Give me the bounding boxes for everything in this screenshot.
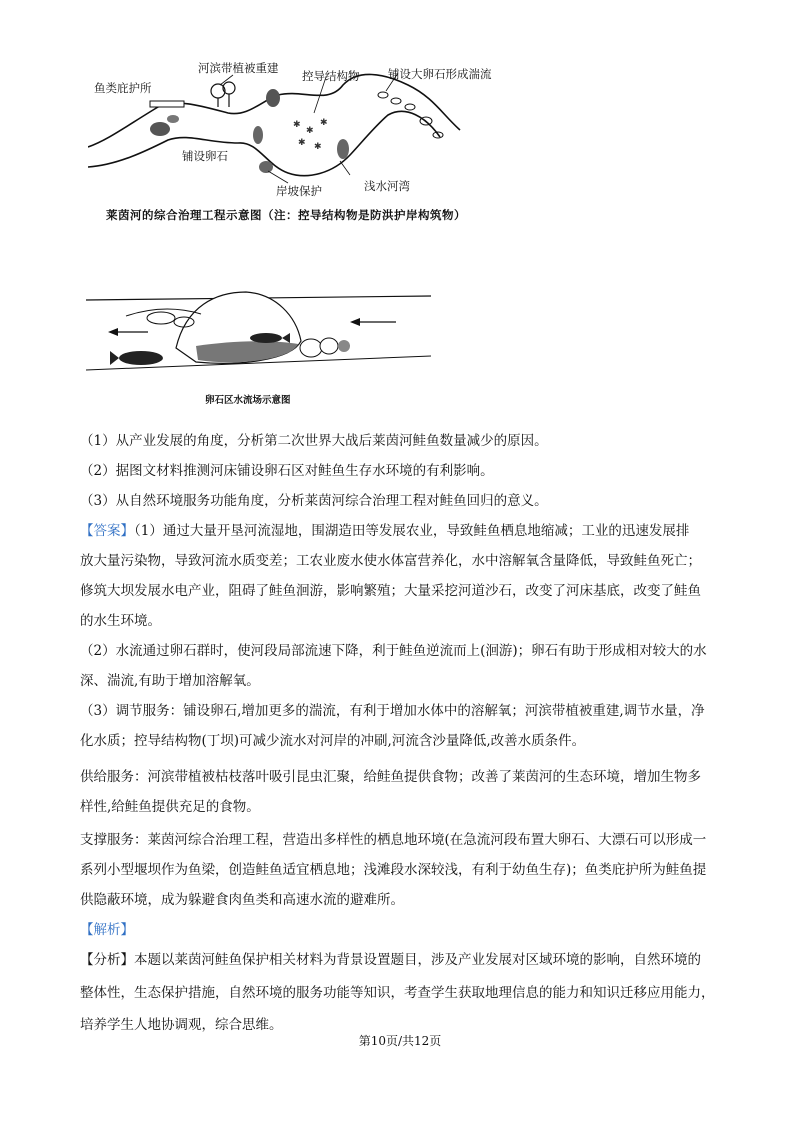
figure1-caption: 莱茵河的综合治理工程示意图（注：控导结构物是防洪护岸构筑物） [106, 208, 466, 222]
answer-line-2: 放大量污染物，导致河流水质变差；工农业废水使水体富营养化，水中溶解氧含量降低，导致鲑鱼死亡； [80, 553, 701, 569]
answer-line-12: 系列小型堰坝作为鱼梁，创造鲑鱼适宜栖息地；浅滩段水深较浅，有利于幼鱼生存)；鱼类庇护所为鲑鱼提 [80, 862, 707, 878]
label-big-cobbles: 铺设大卵石形成湍流 [388, 67, 492, 81]
analysis-line-1: 【分析】本题以莱茵河鲑鱼保护相关材料为背景设置题目，涉及产业发展对区域环境的影响，自然环境的 [80, 952, 701, 968]
answer-line-8: 化水质；控导结构物(丁坝)可减少流水对河岸的冲刷,河流含沙量降低,改善水质条件。 [80, 733, 586, 749]
answer-line-5: （2）水流通过卵石群时，使河段局部流速下降，利于鲑鱼逆流而上(洄游)；卵石有助于形成相对较大的水 [80, 643, 707, 659]
svg-text:✱: ✱ [293, 120, 301, 130]
svg-text:✱: ✱ [314, 142, 322, 152]
label-shallow-bay: 浅水河湾 [364, 179, 410, 193]
svg-text:✱: ✱ [298, 138, 306, 148]
label-groyne: 控导结构物 [302, 69, 360, 83]
answer-line-4: 的水生环境。 [80, 613, 161, 629]
answer-line-10: 样性,给鲑鱼提供充足的食物。 [80, 799, 260, 815]
page-footer: 第10页/共12页 [358, 1034, 442, 1048]
svg-text:✱: ✱ [306, 126, 314, 136]
answer-line-7: （3）调节服务：铺设卵石,增加更多的湍流，有利于增加水体中的溶解氧；河滨带植被重建,调节水量，净 [80, 703, 705, 719]
question-2: （2）据图文材料推测河床铺设卵石区对鲑鱼生存水环境的有利影响。 [80, 463, 494, 479]
analysis-line-3: 培养学生人地协调观，综合思维。 [80, 1017, 283, 1033]
answer-line-13: 供隐蔽环境，成为躲避食肉鱼类和高速水流的避难所。 [80, 892, 404, 908]
svg-text:✱: ✱ [320, 118, 328, 128]
analysis-line-2: 整体性，生态保护措施，自然环境的服务功能等知识，考查学生获取地理信息的能力和知识迁移应用能力， [80, 985, 715, 1001]
analysis-tag: 【解析】 [80, 922, 134, 938]
label-bank-protection: 岸坡保护 [276, 184, 322, 198]
label-cobbles: 铺设卵石 [182, 149, 228, 163]
label-fish-shelter: 鱼类庇护所 [94, 81, 152, 95]
answer-tag: 【答案】 [80, 523, 134, 539]
cobble-flow-diagram [86, 286, 431, 372]
label-riparian: 河滨带植被重建 [198, 61, 279, 75]
answer-line-1: 【答案】（1）通过大量开垦河流湿地，围湖造田等发展农业，导致鲑鱼栖息地缩减；工业的迅速发展排 [80, 523, 690, 539]
question-1: （1）从产业发展的角度，分析第二次世界大战后莱茵河鲑鱼数量减少的原因。 [80, 433, 548, 449]
answer-line-6: 深、湍流,有助于增加溶解氧。 [80, 673, 260, 689]
figure2-caption: 卵石区水流场示意图 [205, 395, 291, 406]
question-3: （3）从自然环境服务功能角度，分析莱茵河综合治理工程对鲑鱼回归的意义。 [80, 493, 548, 509]
answer-line-9: 供给服务：河滨带植被枯枝落叶吸引昆虫汇聚，给鲑鱼提供食物；改善了莱茵河的生态环境，增加生物多 [80, 769, 701, 785]
answer-line-3: 修筑大坝发展水电产业，阻碍了鲑鱼洄游，影响繁殖；大量采挖河道沙石，改变了河床基底，改变了鲑鱼 [80, 583, 701, 599]
answer-line-11: 支撑服务：莱茵河综合治理工程，营造出多样性的栖息地环境(在急流河段布置大卵石、大漂石可以形成一 [80, 832, 707, 848]
